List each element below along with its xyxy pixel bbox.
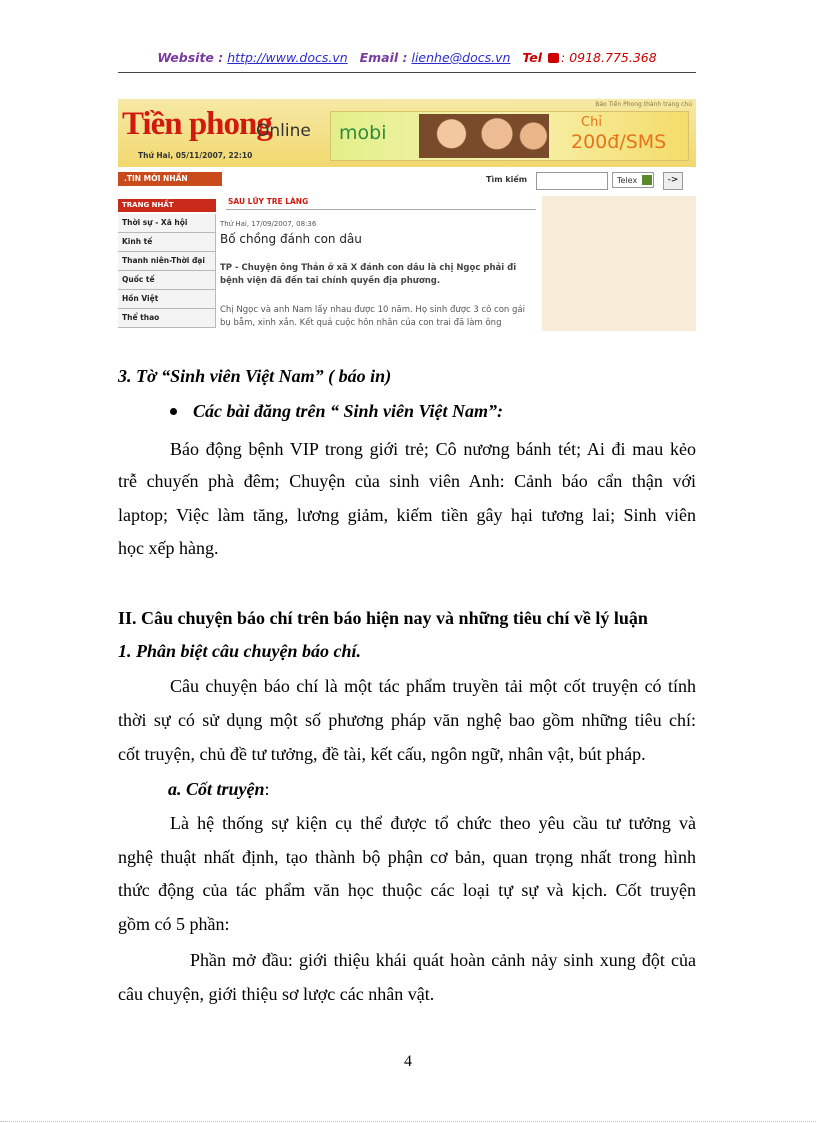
banner-note: Báo Tiền Phong thành trang chủ (595, 101, 692, 108)
side-nav-item[interactable]: Thời sự - Xã hội (118, 214, 216, 233)
heading-a-colon: : (264, 779, 270, 799)
side-nav-item[interactable]: Hồn Việt (118, 290, 216, 309)
sidebar-panel (542, 196, 696, 331)
input-method-select[interactable] (612, 172, 654, 188)
search-go-button[interactable]: -> (663, 172, 683, 190)
para1-line: học xếp hàng. (118, 538, 219, 558)
site-banner (118, 99, 696, 167)
side-nav-item[interactable]: Quốc tế (118, 271, 216, 290)
para3-line: Là hệ thống sự kiện cụ thể được tổ chức theo yêu cầu tư tưởng và (170, 813, 696, 833)
website-screenshot (118, 99, 696, 331)
para4-line: Phần mở đầu: giới thiệu khái quát hoàn cảnh nảy sinh xung đột của (190, 950, 696, 970)
news-tab[interactable]: .TIN MỚI NHẤN (118, 172, 222, 186)
ad-text: Chỉ (581, 115, 602, 130)
article-title[interactable]: Bố chồng đánh con dâu (220, 232, 362, 246)
side-nav (118, 199, 216, 328)
side-nav-item[interactable]: Thể thao (118, 309, 216, 328)
chevron-down-icon (642, 175, 652, 185)
email-link[interactable]: lienhe@docs.vn (411, 50, 511, 65)
heading-1: 1. Phân biệt câu chuyện báo chí. (118, 641, 362, 661)
para3-line: thức động của tác phẩm văn học thuộc các loại tự sự và kịch. Cốt truyện (118, 880, 696, 900)
input-method-value: Telex (617, 176, 638, 185)
phone-icon (548, 53, 559, 63)
search-label: Tìm kiếm (486, 175, 528, 184)
website-label: Website : (157, 50, 224, 65)
heading-a (168, 779, 270, 800)
site-logo-suffix: Online (256, 121, 311, 141)
page-header (118, 50, 696, 73)
section-divider (226, 209, 536, 210)
page-edge (0, 1121, 816, 1122)
article-date: Thứ Hai, 17/09/2007, 08:36 (220, 220, 317, 228)
site-date: Thứ Hai, 05/11/2007, 22:10 (138, 151, 253, 160)
phone-number: : 0918.775.368 (561, 50, 657, 65)
advertisement[interactable] (330, 111, 689, 161)
side-nav-item[interactable]: Thanh niên-Thời đại (118, 252, 216, 271)
para1-line: trễ chuyến phà đêm; Chuyện của sinh viên Anh: Cảnh báo cẩn thận với (118, 471, 696, 491)
heading-3: 3. Tờ “Sinh viên Việt Nam” ( báo in) (118, 366, 392, 386)
heading-a-text: a. Cốt truyện (168, 779, 265, 799)
side-nav-item-home[interactable]: TRANG NHẤT (118, 199, 216, 212)
para2-line: Câu chuyện báo chí là một tác phẩm truyền tải một cốt truyện có tính (170, 676, 696, 696)
para3-line: nghệ thuật nhất định, tạo thành bộ phận cơ bản, quan trọng nhất trong hình (118, 847, 696, 867)
article-body: Chị Ngọc và anh Nam lấy nhau được 10 năm. Họ sinh được 3 cô con gái bụ bẫm, xinh xắn. Kết quả cuộc hôn nhân của con trai đã làm ông (220, 305, 525, 328)
para2-line: thời sự có sử dụng một số phương pháp văn nghệ bao gồm những tiêu chí: (118, 710, 696, 730)
page-number: 4 (404, 1053, 412, 1070)
para3-line: gồm có 5 phần: (118, 914, 230, 934)
para1-line: Báo động bệnh VIP trong giới trẻ; Cô nương bánh tét; Ai đi mau kẻo (170, 439, 696, 459)
tel-label: Tel (522, 50, 543, 65)
site-logo: Tiền phong (122, 106, 272, 142)
side-nav-item[interactable]: Kinh tế (118, 233, 216, 252)
ad-brand: mobi (339, 122, 387, 144)
ad-photo (419, 114, 549, 158)
section-label[interactable]: SAU LŨY TRE LÀNG (228, 197, 309, 206)
para1-line: laptop; Việc làm tăng, lương giảm, kiếm tiền gây hại tương lai; Sinh viên (118, 505, 696, 525)
heading-II: II. Câu chuyện báo chí trên báo hiện nay và những tiêu chí về lý luận (118, 608, 648, 628)
bullet-icon (170, 408, 177, 415)
email-label: Email : (359, 50, 408, 65)
search-input[interactable] (536, 172, 608, 190)
para2-line: cốt truyện, chủ đề tư tưởng, đề tài, kết cấu, ngôn ngữ, nhân vật, bút pháp. (118, 744, 646, 764)
ad-price: 200đ/SMS (571, 131, 667, 153)
para4-line: câu chuyện, giới thiệu sơ lược các nhân vật. (118, 984, 435, 1004)
article-lead: TP - Chuyện ông Thản ở xã X đánh con dâu là chị Ngọc phải đi bệnh viện đã đến tai chính quyền địa phương. (220, 263, 517, 286)
bullet-heading: Các bài đăng trên “ Sinh viên Việt Nam”: (193, 401, 504, 421)
website-link[interactable]: http://www.docs.vn (227, 50, 348, 65)
